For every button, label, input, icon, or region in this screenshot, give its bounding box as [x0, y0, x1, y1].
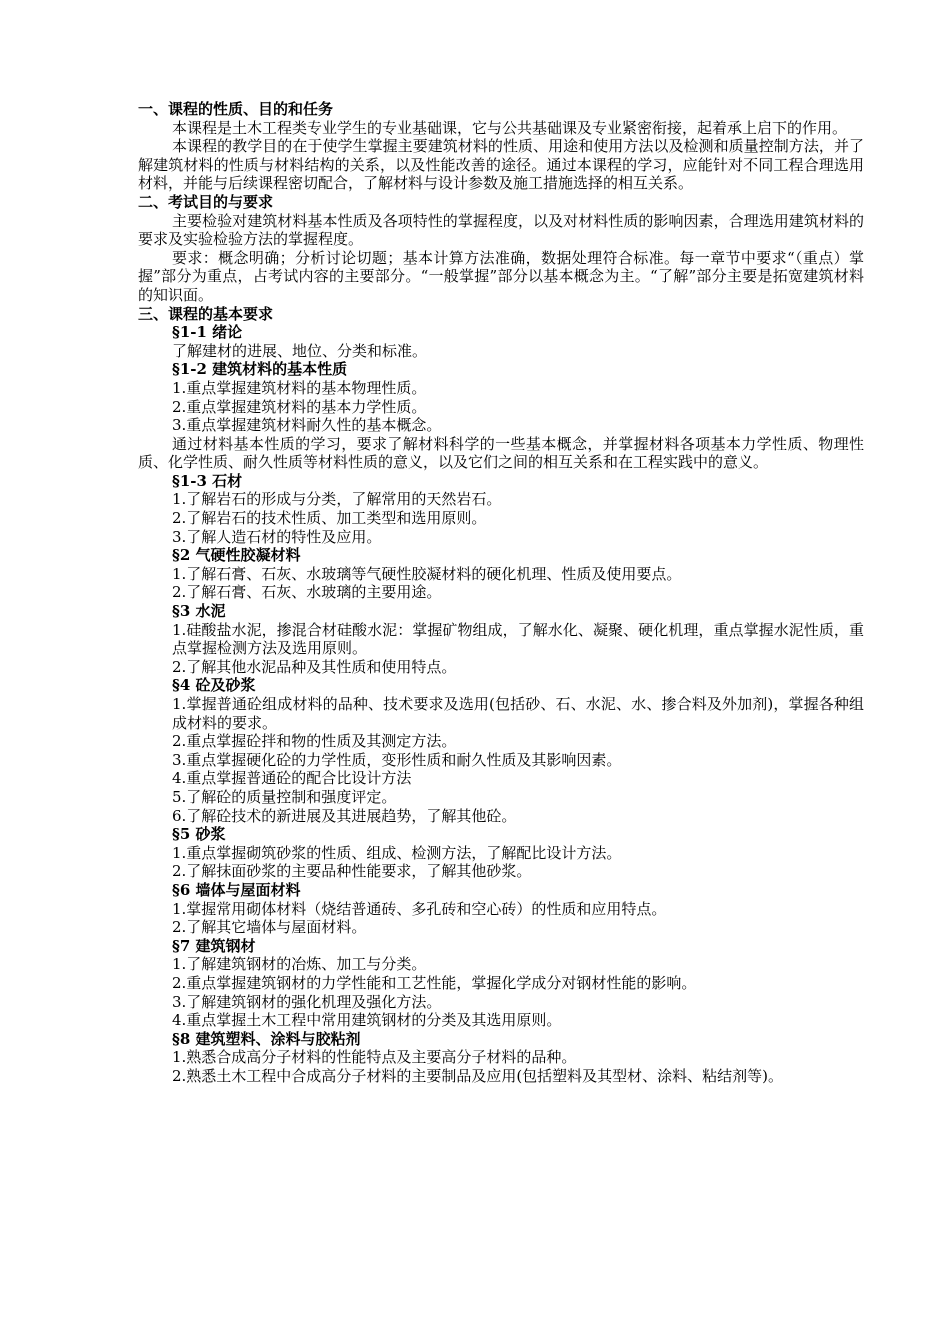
chapter-title: §1-1 绪论	[172, 323, 243, 342]
list-item: 2.了解石膏、石灰、水玻璃的主要用途。	[172, 583, 442, 602]
list-item: 2.重点掌握建筑钢材的力学性能和工艺性能，掌握化学成分对钢材性能的影响。	[172, 973, 697, 992]
list-item: 2.了解其它墙体与屋面材料。	[172, 918, 367, 937]
list-item: 1.了解建筑钢材的冶炼、加工与分类。	[172, 955, 427, 974]
chapter-title: §4 砼及砂浆	[172, 676, 256, 695]
list-item: 6.了解砼技术的新进展及其进展趋势，了解其他砼。	[172, 806, 517, 825]
chapter-title: §1-3 石材	[172, 471, 243, 490]
list-item: 2.了解岩石的技术性质、加工类型和选用原则。	[172, 509, 487, 528]
list-item: 4.重点掌握土木工程中常用建筑钢材的分类及其选用原则。	[172, 1011, 562, 1030]
list-item: 1.掌握普通砼组成材料的品种、技术要求及选用(包括砂、石、水泥、水、掺合料及外加剂)，掌握各种组成材料的要求。	[172, 695, 864, 732]
list-item: 4.重点掌握普通砼的配合比设计方法	[172, 769, 412, 788]
list-item: 1.了解岩石的形成与分类，了解常用的天然岩石。	[172, 490, 502, 509]
section-title-requirements: 三、课程的基本要求	[138, 304, 274, 323]
section-title-exam: 二、考试目的与要求	[138, 192, 274, 211]
chapter-title: §8 建筑塑料、涂料与胶粘剂	[172, 1029, 361, 1048]
list-item: 2.了解其他水泥品种及其性质和使用特点。	[172, 657, 457, 676]
list-item: 1.熟悉合成高分子材料的性能特点及主要高分子材料的品种。	[172, 1048, 577, 1067]
list-item: 2.重点掌握砼拌和物的性质及其测定方法。	[172, 732, 457, 751]
list-item: 1.硅酸盐水泥，掺混合材硅酸水泥：掌握矿物组成，了解水化、凝聚、硬化机理，重点掌握水泥性质，重点掌握检测方法及选用原则。	[172, 620, 864, 658]
paragraph: 本课程是土木工程类专业学生的专业基础课，它与公共基础课及专业紧密衔接，起着承上启下的作用。	[172, 118, 848, 137]
paragraph: 要求：概念明确；分析讨论切题；基本计算方法准确，数据处理符合标准。每一章节中要求“（重点）掌握”部分为重点，占考试内容的主要部分。“一般掌握”部分以基本概念为主。“了解”部分主要是拓宽建筑材料的知识面。	[138, 248, 864, 304]
list-item: 3.了解建筑钢材的强化机理及强化方法。	[172, 992, 442, 1011]
chapter-title: §5 砂浆	[172, 825, 226, 844]
list-item: 3.重点掌握硬化砼的力学性质，变形性质和耐久性质及其影响因素。	[172, 750, 622, 769]
chapter-title: §3 水泥	[172, 602, 226, 621]
list-item: 1.重点掌握建筑材料的基本物理性质。	[172, 378, 427, 397]
paragraph: 通过材料基本性质的学习，要求了解材料科学的一些基本概念，并掌握材料各项基本力学性质、物理性质、化学性质、耐久性质等材料性质的意义，以及它们之间的相互关系和在工程实践中的意义。	[138, 434, 864, 472]
list-item: 1.掌握常用砌体材料（烧结普通砖、多孔砖和空心砖）的性质和应用特点。	[172, 899, 667, 918]
list-item: 了解建材的进展、地位、分类和标准。	[172, 341, 428, 360]
chapter-title: §6 墙体与屋面材料	[172, 880, 301, 899]
chapter-title: §2 气硬性胶凝材料	[172, 546, 301, 565]
list-item: 3.了解人造石材的特性及应用。	[172, 527, 382, 546]
list-item: 3.重点掌握建筑材料耐久性的基本概念。	[172, 416, 442, 435]
document-page	[138, 100, 864, 1085]
list-item: 2.熟悉土木工程中合成高分子材料的主要制品及应用(包括塑料及其型材、涂料、粘结剂等)。	[172, 1066, 784, 1085]
list-item: 2.重点掌握建筑材料的基本力学性质。	[172, 397, 427, 416]
paragraph: 本课程的教学目的在于使学生掌握主要建筑材料的性质、用途和使用方法以及检测和质量控制方法，并了解建筑材料的性质与材料结构的关系，以及性能改善的途径。通过本课程的学习，应能针对不同工程合理选用材料，并能与后续课程密切配合，了解材料与设计参数及施工措施选择的相互关系。	[138, 137, 864, 193]
chapter-title: §1-2 建筑材料的基本性质	[172, 360, 348, 379]
list-item: 1.重点掌握砌筑砂浆的性质、组成、检测方法，了解配比设计方法。	[172, 843, 622, 862]
chapter-title: §7 建筑钢材	[172, 936, 256, 955]
section-title-nature: 一、课程的性质、目的和任务	[138, 100, 334, 118]
list-item: 1.了解石膏、石灰、水玻璃等气硬性胶凝材料的硬化机理、性质及使用要点。	[172, 564, 682, 583]
paragraph: 主要检验对建筑材料基本性质及各项特性的掌握程度，以及对材料性质的影响因素，合理选用建筑材料的要求及实验检验方法的掌握程度。	[138, 211, 864, 249]
list-item: 5.了解砼的质量控制和强度评定。	[172, 787, 397, 806]
list-item: 2.了解抹面砂浆的主要品种性能要求，了解其他砂浆。	[172, 862, 532, 881]
